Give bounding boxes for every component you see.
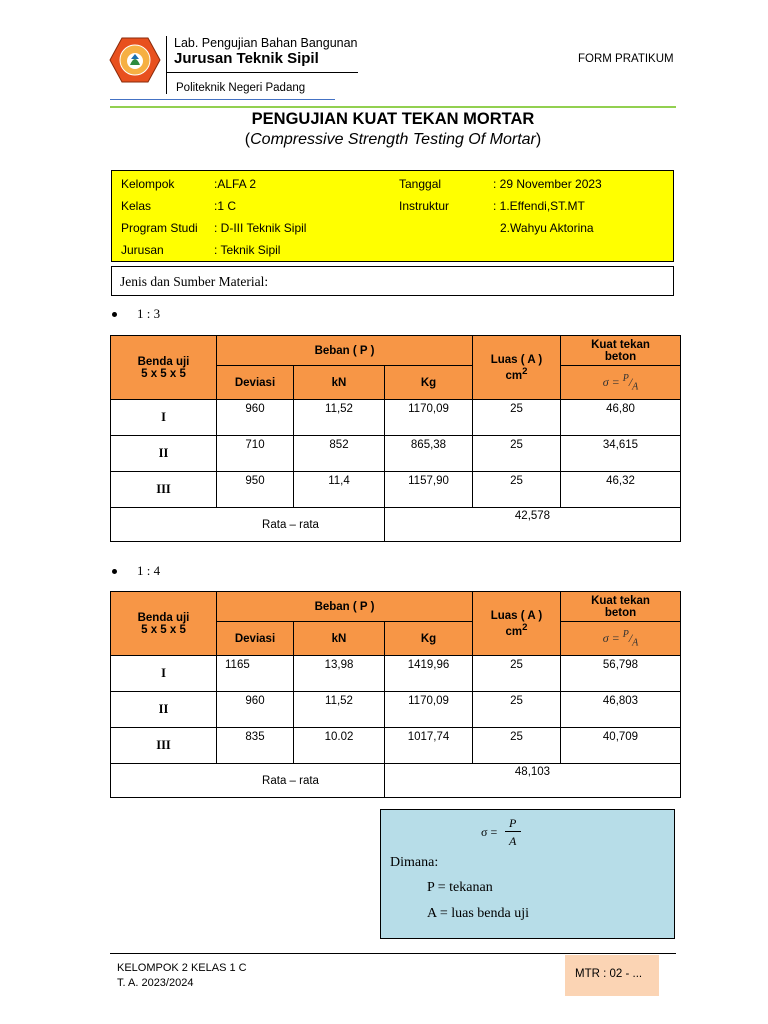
formula-sigma: σ =: [602, 374, 620, 389]
formula-box-p: P: [509, 816, 517, 830]
footer-year: T. A. 2023/2024: [117, 977, 194, 989]
kg-value: 1157,90: [385, 472, 473, 508]
results-table-2: [110, 591, 681, 798]
footer-rule: [110, 953, 676, 954]
tanggal-label: Tanggal: [399, 177, 442, 191]
sample-id: I: [111, 400, 217, 436]
jurusan-value: : Teknik Sipil: [214, 243, 281, 257]
kn-value: 11,52: [294, 400, 385, 436]
kuat-value: 34,615: [561, 436, 681, 472]
header-benda-uji-line2: 5 x 5 x 5: [141, 367, 186, 380]
deviasi-value: 710: [217, 436, 294, 472]
header-luas-label: Luas ( A ): [490, 609, 543, 622]
info-box: [111, 170, 674, 262]
instruktur-label: Instruktur: [399, 199, 450, 213]
header-beban: Beban ( P ): [217, 592, 473, 622]
header-kg: Kg: [385, 622, 473, 656]
header-kuat-line1: Kuat tekan: [591, 338, 650, 351]
kg-value: 1419,96: [385, 656, 473, 692]
deviasi-value: 950: [217, 472, 294, 508]
luas-value: 25: [473, 400, 561, 436]
kelompok-label: Kelompok: [121, 177, 175, 191]
header-rule-green: [110, 106, 676, 108]
header-deviasi: Deviasi: [217, 366, 294, 400]
header-beban: Beban ( P ): [217, 336, 473, 366]
header-divider-horizontal: [166, 72, 358, 73]
kuat-value: 46,80: [561, 400, 681, 436]
sample-id: II: [111, 436, 217, 472]
mix-ratio-1: [112, 306, 160, 322]
formula-box-a: A: [509, 834, 517, 848]
kelas-value: :1 C: [214, 199, 237, 213]
luas-value: 25: [473, 436, 561, 472]
header-kuat-tekan: [561, 336, 681, 366]
formula-box-sigma: σ =: [481, 825, 498, 839]
header-kuat-line1: Kuat tekan: [591, 594, 650, 607]
sample-id: I: [111, 656, 217, 692]
footer-form-code: MTR : 02 - ...: [565, 955, 659, 996]
luas-value: 25: [473, 472, 561, 508]
average-label: Rata – rata: [111, 508, 385, 542]
kn-value: 11,52: [294, 692, 385, 728]
header-formula: $\sigma = ^P/_A$: [561, 622, 681, 656]
institution-name: Politeknik Negeri Padang: [176, 82, 306, 94]
header-luas-label: Luas ( A ): [490, 353, 543, 366]
kn-value: 11,4: [294, 472, 385, 508]
deviasi-value: 960: [217, 400, 294, 436]
header-benda-uji: [111, 336, 217, 400]
header-luas-unit: [473, 622, 560, 638]
kn-value: 10.02: [294, 728, 385, 764]
deviasi-value: 835: [217, 728, 294, 764]
bullet-dot: [112, 312, 117, 317]
average-label: Rata – rata: [111, 764, 385, 798]
department-name: Jurusan Teknik Sipil: [174, 50, 319, 67]
kg-value: 1170,09: [385, 400, 473, 436]
subtitle-close-paren: ): [535, 131, 542, 148]
prodi-value: : D-III Teknik Sipil: [214, 221, 307, 235]
instruktur-1: : 1.Effendi,ST.MT: [493, 199, 585, 213]
kuat-value: 46,803: [561, 692, 681, 728]
form-label: FORM PRATIKUM: [578, 53, 674, 65]
average-value: 48,103: [385, 764, 681, 798]
deviasi-value: 1165: [217, 656, 294, 692]
kuat-value: 40,709: [561, 728, 681, 764]
kn-value: 13,98: [294, 656, 385, 692]
sample-id: II: [111, 692, 217, 728]
bullet-dot: [112, 569, 117, 574]
footer-group: KELOMPOK 2 KELAS 1 C: [117, 962, 247, 974]
kelas-label: Kelas: [121, 199, 152, 213]
header-rule-blue: [110, 99, 335, 100]
luas-unit-exponent: 2: [522, 621, 528, 633]
formula-sigma: σ =: [602, 630, 620, 645]
kelompok-value: :ALFA 2: [214, 177, 257, 191]
formula-a: A: [632, 637, 639, 649]
kg-value: 1170,09: [385, 692, 473, 728]
formula-box-line-p: P = tekanan: [427, 880, 493, 895]
header-divider-vertical: [166, 36, 167, 94]
mix-ratio-2-text: 1 : 4: [137, 563, 161, 578]
document-title: PENGUJIAN KUAT TEKAN MORTAR: [251, 110, 535, 128]
luas-unit-exponent: 2: [522, 365, 528, 377]
results-table-1: [110, 335, 681, 542]
header-benda-uji-line1: Benda uji: [137, 611, 190, 624]
header-formula: $\sigma = ^P/_A$: [561, 366, 681, 400]
mix-ratio-2: [112, 563, 160, 579]
header-luas-unit: [473, 366, 560, 382]
header-kuat-line2: beton: [604, 350, 637, 363]
kuat-value: 46,32: [561, 472, 681, 508]
luas-value: 25: [473, 656, 561, 692]
sample-id: III: [111, 472, 217, 508]
header-luas: [473, 336, 561, 400]
instruktur-2: 2.Wahyu Aktorina: [500, 221, 594, 235]
tanggal-value: : 29 November 2023: [493, 177, 602, 191]
formula-p: P: [622, 628, 629, 640]
formula-box-dimana: Dimana:: [390, 855, 439, 870]
formula-box: [380, 809, 675, 939]
formula-box-fraction-bar: [505, 831, 521, 832]
politeknik-logo: [109, 37, 161, 83]
kuat-value: 56,798: [561, 656, 681, 692]
prodi-label: Program Studi: [121, 221, 198, 235]
luas-value: 25: [473, 692, 561, 728]
formula-a: A: [632, 381, 639, 393]
document-subtitle: [0, 131, 768, 149]
header-kn: kN: [294, 622, 385, 656]
deviasi-value: 960: [217, 692, 294, 728]
header-benda-uji-line2: 5 x 5 x 5: [141, 623, 186, 636]
average-value: 42,578: [385, 508, 681, 542]
header-kuat-tekan: [561, 592, 681, 622]
sample-id: III: [111, 728, 217, 764]
header-kuat-line2: beton: [604, 606, 637, 619]
jurusan-label: Jurusan: [121, 243, 164, 257]
luas-unit-base: cm: [505, 369, 523, 382]
material-label: Jenis dan Sumber Material:: [111, 266, 674, 296]
subtitle-open-paren: (: [244, 131, 251, 148]
lab-name: Lab. Pengujian Bahan Bangunan: [174, 36, 358, 50]
kn-value: 852: [294, 436, 385, 472]
header-kn: kN: [294, 366, 385, 400]
subtitle-text: Compressive Strength Testing Of Mortar: [250, 131, 536, 148]
kg-value: 1017,74: [385, 728, 473, 764]
header-benda-uji: [111, 592, 217, 656]
mix-ratio-1-text: 1 : 3: [137, 306, 161, 321]
formula-box-line-a: A = luas benda uji: [427, 906, 529, 921]
header-luas: [473, 592, 561, 656]
kg-value: 865,38: [385, 436, 473, 472]
formula-p: P: [622, 372, 629, 384]
luas-unit-base: cm: [505, 625, 523, 638]
header-benda-uji-line1: Benda uji: [137, 355, 190, 368]
header-deviasi: Deviasi: [217, 622, 294, 656]
luas-value: 25: [473, 728, 561, 764]
header-kg: Kg: [385, 366, 473, 400]
